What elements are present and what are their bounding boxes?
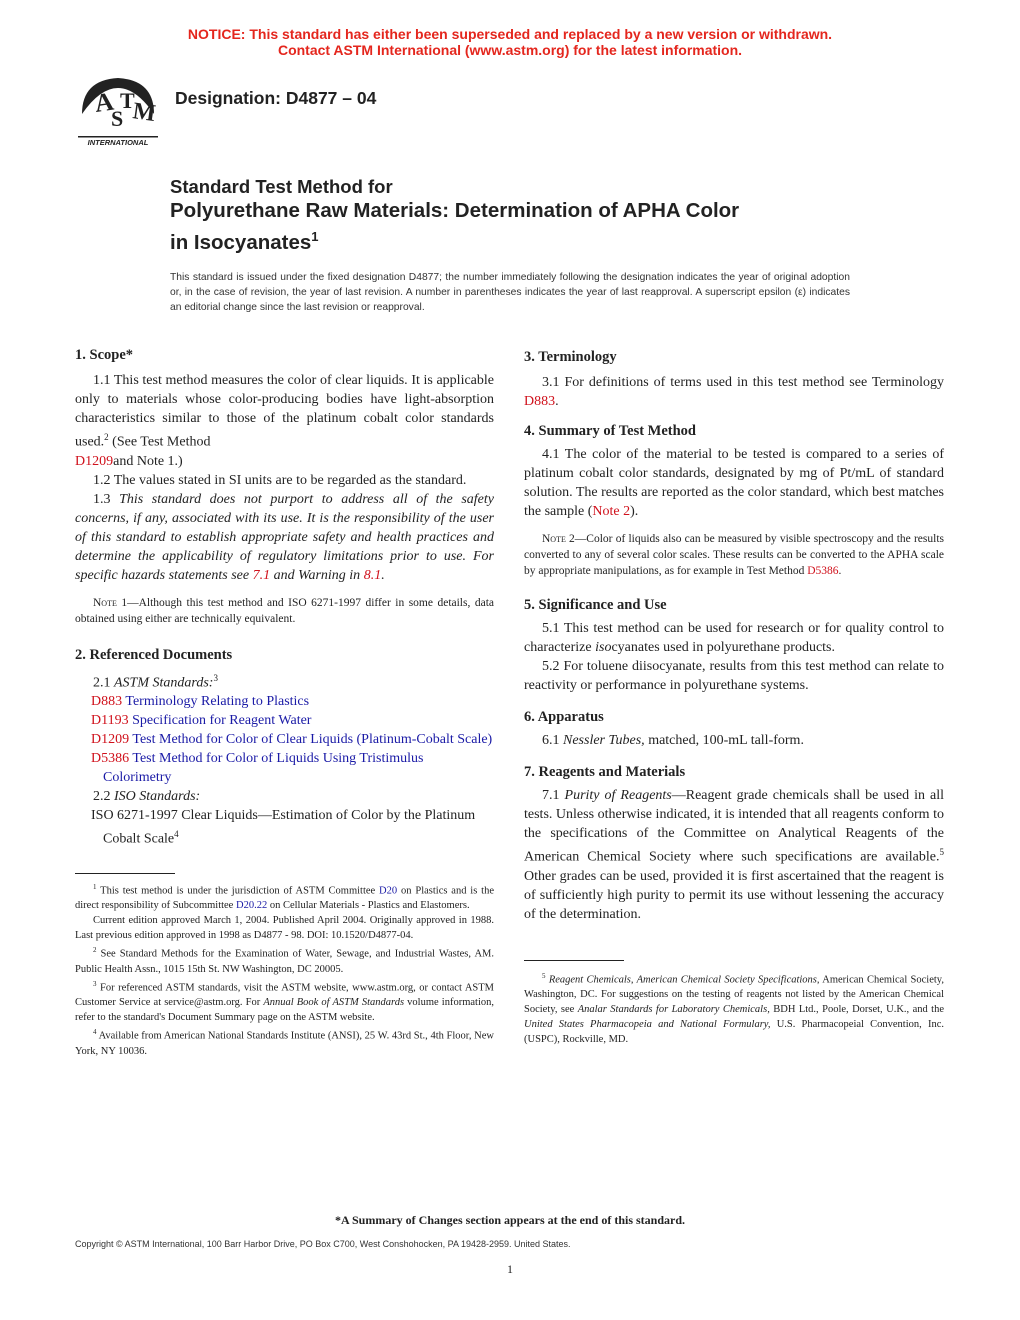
footnote-5: $^5$ Reagent Chemicals, American Chemical Society Specifications, American Chemical Society, Washington, DC. For suggestions on the testing of reagents not listed by the American Chemical Society, see Analar Standards for Laboratory Chemicals, BDH Ltd., Poole, Dorset, U.K., and the United States Pharmacopeia and National Formulary, U.S. Pharmacopeial Convention, Inc. (USPC), Rockville, MD. bbox=[524, 971, 944, 1046]
notice-line-1: NOTICE: This standard has either been superseded and replaced by a new version or withdrawn. bbox=[187, 26, 833, 42]
para-2-1: 2.1 ASTM Standards:$^3$ bbox=[93, 672, 218, 691]
para-3-1: 3.1 For definitions of terms used in this test method see Terminology D883. bbox=[524, 375, 944, 409]
para-5-1: 5.1 This test method can be used for research or for quality control to characterize isocyanates used in polyurethane products. bbox=[524, 621, 944, 655]
section-6-heading: 6. Apparatus bbox=[524, 709, 604, 725]
section-2-heading: 2. Referenced Documents bbox=[75, 646, 233, 663]
section-5-heading: 5. Significance and Use bbox=[524, 597, 667, 613]
footnotes-left bbox=[75, 880, 494, 1059]
para-1-1: 1.1 This test method measures the color of clear liquids. It is applicable only to materials whose color-producing bodies have light-absorption characteristics similar to those of the platinum cobalt color standards used.$^2$ (See Test Method D1209and Note 1.) bbox=[75, 373, 494, 469]
link-d20[interactable]: D20 bbox=[379, 885, 398, 897]
note-1: Note 1—Although this test method and ISO 6271-1997 differ in some details, data obtained using either are technically equivalent. bbox=[75, 596, 494, 625]
summary-of-changes-note: *A Summary of Changes section appears at the end of this standard. bbox=[334, 1213, 686, 1227]
section-1-heading: 1. Scope* bbox=[75, 347, 133, 363]
svg-text:INTERNATIONAL: INTERNATIONAL bbox=[87, 138, 149, 147]
note-2: Note 2—Color of liquids also can be measured by visible spectroscopy and the results converted to any of several color scales. These results can be converted to the APHA scale by appropriate manipulations, as for example in Test Method D5386. bbox=[524, 533, 944, 577]
section-4-heading: 4. Summary of Test Method bbox=[524, 423, 696, 439]
link-note-2[interactable]: Note 2 bbox=[592, 504, 631, 519]
footnote-1-edition: Current edition approved March 1, 2004. Published April 2004. Originally approved in 1988. Last previous edition approved in 1998 as D4877 - 98. DOI: 10.1520/D4877-04. bbox=[75, 915, 494, 942]
right-column bbox=[524, 347, 944, 1047]
link-d5386[interactable]: D5386 bbox=[807, 565, 839, 577]
svg-text:S: S bbox=[111, 106, 124, 131]
footnote-2: $^2$ See Standard Methods for the Examination of Water, Sewage, and Industrial Wastes, AM. Public Health Assn., 1015 15th St. NW Washington, DC 20005. bbox=[75, 946, 494, 975]
para-7-1: 7.1 Purity of Reagents—Reagent grade chemicals shall be used in all tests. Unless otherwise indicated, it is intended that all reagents conform to the specifications of the Committee on Analytical Reagents of the American Chemical Society where such specifications are available.$^5$ Other grades can be used, provided it is first ascertained that the reagent is of sufficiently high purity to permit its use without lessening the accuracy of the determination. bbox=[524, 788, 944, 922]
title-line-2: Polyurethane Raw Materials: Determination of APHA Color bbox=[170, 199, 740, 222]
footnote-3: $^3$ For referenced ASTM standards, visit the ASTM website, www.astm.org, or contact ASTM Customer Service at service@astm.org. For Annual Book of ASTM Standards volume information, refer to the standard's Document Summary page on the ASTM website. bbox=[75, 979, 494, 1024]
para-2-2: 2.2 ISO Standards: bbox=[93, 789, 201, 805]
reference-item[interactable]: D1193 Specification for Reagent Water bbox=[91, 713, 312, 729]
link-d20-22[interactable]: D20.22 bbox=[235, 900, 268, 912]
svg-text:A: A bbox=[92, 86, 116, 118]
reference-item[interactable]: D1209 Test Method for Color of Clear Liquids (Platinum-Cobalt Scale) bbox=[91, 732, 493, 748]
link-d1209[interactable]: D1209 bbox=[75, 453, 114, 469]
astm-reference-list bbox=[75, 692, 494, 787]
title-line-3: in Isocyanates$^1$ bbox=[170, 229, 319, 254]
para-5-2: 5.2 For toluene diisocyanate, results from this test method can relate to reactivity or performance in polyurethane systems. bbox=[524, 659, 944, 693]
section-7-heading: 7. Reagents and Materials bbox=[524, 764, 686, 780]
para-1-3: 1.3 This standard does not purport to address all of the safety concerns, if any, associated with its use. It is the responsibility of the user of this standard to establish appropriate safety and health practices and determine the applicability of regulatory limitations prior to use. For specific hazards statements see 7.1 and Warning in 8.1. bbox=[75, 491, 495, 583]
reference-item[interactable]: D5386 Test Method for Color of Liquids Using Tristimulus Colorimetry bbox=[91, 751, 424, 786]
link-7-1[interactable]: 7.1 bbox=[252, 567, 271, 583]
left-column bbox=[75, 345, 494, 1059]
link-8-1[interactable]: 8.1 bbox=[363, 567, 382, 583]
withdrawal-notice bbox=[0, 26, 1020, 58]
svg-text:M: M bbox=[131, 98, 158, 128]
para-6-1: 6.1 Nessler Tubes, matched, 100-mL tall-form. bbox=[542, 733, 804, 748]
issued-statement: This standard is issued under the fixed designation D4877; the number immediately following the designation indicates the year of original adoption or, in the case of revision, the year of last revision. A number in parentheses indicates the year of last reapproval. A superscript epsilon (ε) indicates an editorial change since the last revision or reapproval. bbox=[170, 272, 850, 313]
astm-logo-icon bbox=[76, 74, 160, 148]
footnote-rule bbox=[75, 873, 175, 874]
section-3-heading: 3. Terminology bbox=[524, 349, 617, 365]
para-1-2: 1.2 The values stated in SI units are to be regarded as the standard. bbox=[93, 472, 467, 488]
iso-reference: ISO 6271-1997 Clear Liquids—Estimation of Color by the Platinum Cobalt Scale$^4$ bbox=[91, 808, 476, 847]
title-line-1: Standard Test Method for bbox=[170, 176, 393, 197]
footnote-1: $^1$ This test method is under the jurisdiction of ASTM Committee D20 on Plastics and is the direct responsibility of Subcommittee D20.22 on Cellular Materials - Plastics and Elastomers. bbox=[75, 882, 494, 912]
copyright: Copyright © ASTM International, 100 Barr Harbor Drive, PO Box C700, West Conshohocken, PA 19428-2959. United States. bbox=[75, 1239, 571, 1249]
link-d883[interactable]: D883 bbox=[524, 394, 556, 409]
footnote-4: $^4$ Available from American National Standards Institute (ANSI), 25 W. 43rd St., 4th Floor, New York, NY 10036. bbox=[75, 1028, 494, 1057]
reference-item[interactable]: D883 Terminology Relating to Plastics bbox=[91, 694, 310, 710]
footnote-rule bbox=[524, 960, 624, 961]
notice-line-2: Contact ASTM International (www.astm.org) for the latest information. bbox=[277, 42, 743, 58]
document-title bbox=[170, 175, 739, 256]
page-number: 1 bbox=[507, 1262, 513, 1276]
para-4-1: 4.1 The color of the material to be tested is compared to a series of platinum cobalt color standards, designated by mg of Pt/mL of standard solution. The results are reported as the color standard, which best matches the sample (Note 2). bbox=[524, 447, 945, 519]
designation: Designation: D4877 – 04 bbox=[175, 88, 377, 108]
svg-text:T: T bbox=[120, 88, 135, 113]
